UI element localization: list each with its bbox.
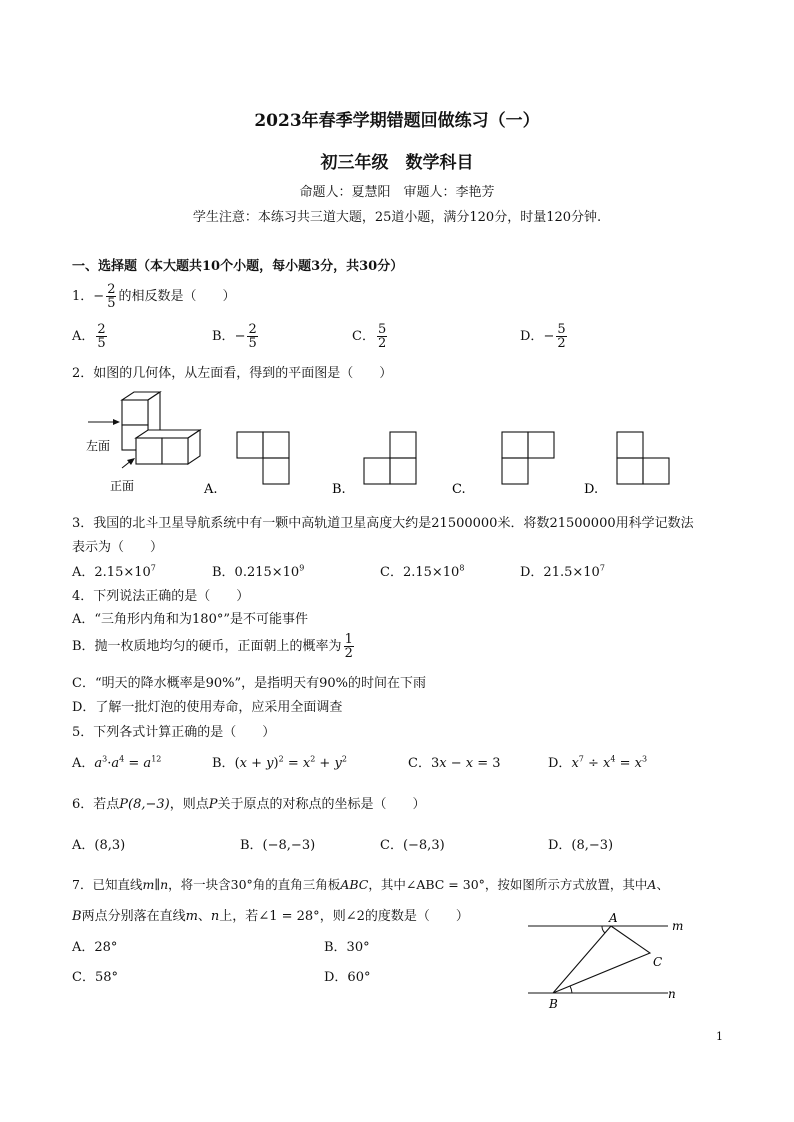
- option-a[interactable]: A．$2.15\times 10^7$: [72, 563, 156, 580]
- page-title: 2023年春季学期错题回做练习（一）: [254, 111, 540, 131]
- question-stem: 的相反数是（ ）: [118, 289, 236, 304]
- page-number: 1: [716, 1030, 723, 1043]
- angle-2-arc: [602, 926, 605, 933]
- point-a-label: A: [609, 911, 618, 925]
- option-a-figure: [237, 432, 289, 484]
- option-a[interactable]: A．28°: [72, 940, 118, 955]
- option-a[interactable]: A．“三角形内角和为180°”是不可能事件: [72, 612, 308, 627]
- option-c[interactable]: C．$2.15\times 10^8$: [380, 563, 465, 580]
- option-b-label: B.: [332, 482, 346, 497]
- q7-figure: [520, 906, 700, 1016]
- option-b[interactable]: B．抛一枚质地均匀的硬币，正面朝上的概率为 $\frac{1}{2}$: [72, 632, 353, 661]
- option-c-figure: [502, 432, 554, 484]
- option-b[interactable]: B．30°: [324, 940, 370, 955]
- point-p: P(8,−3): [119, 797, 170, 812]
- question-4: 4．下列说法正确的是（ ）: [72, 589, 250, 604]
- option-b[interactable]: B．$(x + y)^2 = x^2 + y^2$: [212, 754, 347, 771]
- q2-figures: [80, 388, 760, 500]
- option-d[interactable]: D．了解一批灯泡的使用寿命，应采用全面调查: [72, 700, 343, 715]
- triangle-abc: [553, 926, 650, 993]
- question-number: 1．: [72, 289, 94, 304]
- option-a[interactable]: A．$a^3\cdot a^4 = a^{12}$: [72, 754, 162, 771]
- minus-sign: −: [93, 289, 105, 304]
- line-n-label: n: [668, 987, 676, 1001]
- option-c-label: C.: [452, 482, 466, 497]
- solid-figure: [122, 392, 200, 464]
- question-2: 2．如图的几何体，从左面看，得到的平面图是（ ）: [72, 366, 393, 381]
- point-b-label: B: [549, 997, 558, 1011]
- option-c[interactable]: C．(−8,3): [380, 838, 445, 853]
- option-c[interactable]: C． $\frac{5}{2}$: [352, 322, 387, 351]
- option-b[interactable]: B．− $\frac{2}{5}$: [212, 322, 257, 351]
- option-b-figure: [364, 432, 416, 484]
- option-d[interactable]: D．(8,−3): [548, 838, 614, 853]
- option-b[interactable]: B．$0.215\times 10^9$: [212, 563, 305, 580]
- question-3-line2: 表示为（ ）: [72, 540, 164, 555]
- section-heading: 一、选择题（本大题共10个小题，每小题3分，共30分）: [72, 259, 404, 274]
- arrow-head-icon: [113, 419, 120, 425]
- question-6: 6．若点P(8,−3)，则点P关于原点的对称点的坐标是（ ）: [72, 797, 426, 812]
- left-view-label: 左面: [86, 439, 111, 453]
- option-c[interactable]: C．3x − x = 3: [408, 756, 501, 771]
- option-a[interactable]: A．(8,3): [72, 838, 126, 853]
- fraction: $\frac{2}{5}$: [107, 282, 116, 311]
- option-d-figure: [617, 432, 669, 484]
- option-c[interactable]: C．“明天的降水概率是90%”，是指明天有90%的时间在下雨: [72, 676, 427, 691]
- option-a[interactable]: A． $\frac{2}{5}$: [72, 322, 106, 351]
- question-7-line1: 7．已知直线m∥n，将一块含30°角的直角三角板ABC，其中∠ABC = 30°，按如图所示方式放置，其中A、: [72, 877, 669, 892]
- question-5: 5．下列各式计算正确的是（ ）: [72, 725, 276, 740]
- angle-1-arc: [570, 986, 572, 993]
- page-subtitle: 初三年级 数学科目: [320, 153, 474, 173]
- option-a-label: A.: [204, 482, 218, 497]
- student-notice: 学生注意：本练习共三道大题，25道小题，满分120分，时量120分钟.: [192, 210, 602, 225]
- front-view-label: 正面: [110, 479, 135, 493]
- line-m-label: m: [672, 919, 684, 933]
- option-d[interactable]: D．− $\frac{5}{2}$: [520, 322, 566, 351]
- question-3-line1: 3．我国的北斗卫星导航系统中有一颗中高轨道卫星高度大约是21500000米．将数21500000用科学记数法: [72, 516, 694, 531]
- question-7-line2: B两点分别落在直线m、n上，若∠1 = 28°，则∠2的度数是（ ）: [72, 909, 469, 924]
- option-d[interactable]: D．60°: [324, 970, 371, 985]
- option-d[interactable]: D．$x^7 \div x^4 = x^3$: [548, 754, 648, 771]
- authors-line: 命题人：夏慧阳 审题人：李艳芳: [299, 185, 495, 200]
- option-d-label: D.: [584, 482, 599, 497]
- point-c-label: C: [653, 955, 663, 969]
- question-1: [72, 283, 235, 310]
- option-b[interactable]: B．(−8,−3): [240, 838, 316, 853]
- option-d[interactable]: D．$21.5\times 10^7$: [520, 563, 605, 580]
- option-c[interactable]: C．58°: [72, 970, 118, 985]
